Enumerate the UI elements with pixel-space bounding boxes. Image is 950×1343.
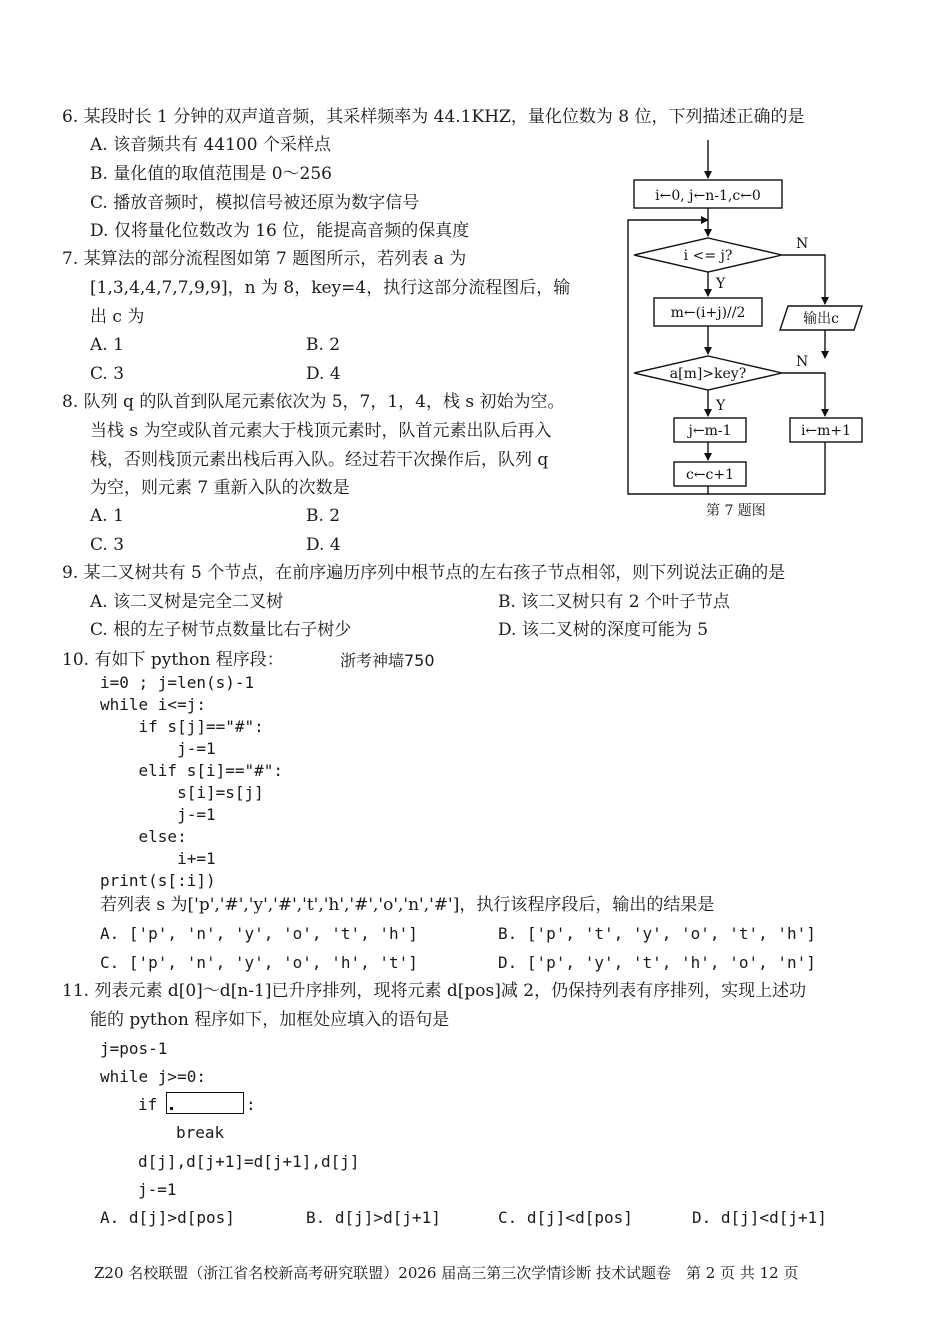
q10-code-line-8: else: (100, 827, 187, 846)
q8-option-a: A. 1 (90, 506, 124, 526)
q10-code-line-4: j-=1 (100, 739, 216, 758)
flow-cond2-text: a[m]>key? (669, 366, 747, 382)
q7-figure-caption: 第 7 题图 (706, 503, 766, 519)
q6-option-c: C. 播放音频时，模拟信号被还原为数字信号 (90, 193, 420, 213)
flow-cond2-no: N (796, 354, 809, 370)
q11-code-line-1: j=pos-1 (100, 1039, 168, 1058)
q11-answer-blank-box (166, 1092, 244, 1114)
q9-option-c: C. 根的左子树节点数量比右子树少 (90, 620, 352, 640)
q11-code-if-keyword: if (138, 1095, 158, 1114)
flow-count-text: c←c+1 (685, 467, 735, 483)
flow-cond1-yes: Y (716, 276, 726, 292)
q8-option-c: C. 3 (90, 535, 125, 555)
flow-cond1-text: i <= j? (683, 248, 733, 264)
q11-code-line-2: while j>=0: (100, 1067, 206, 1086)
q11-option-d: D. d[j]<d[j+1] (692, 1208, 827, 1227)
flow-output-text: 输出c (803, 311, 839, 327)
q11-option-a: A. d[j]>d[pos] (100, 1208, 235, 1227)
q11-code-if-colon: : (246, 1095, 256, 1114)
flow-right-assign-text: i←m+1 (800, 423, 852, 439)
flow-left-assign-text: j←m-1 (688, 423, 732, 439)
q6-option-d: D. 仅将量化位数改为 16 位，能提高音频的保真度 (90, 221, 470, 241)
q10-code-line-2: while i<=j: (100, 695, 206, 714)
q8-stem-line1: 8. 队列 q 的队首到队尾元素依次为 5，7，1，4，栈 s 初始为空。 (62, 392, 565, 412)
q10-code-line-7: j-=1 (100, 805, 216, 824)
flow-init-text: i←0, j←n-1,c←0 (655, 188, 761, 204)
q10-code-line-3: if s[j]=="#": (100, 717, 264, 736)
q10-option-c: C. ['p', 'n', 'y', 'o', 'h', 't'] (100, 953, 418, 972)
flow-mid-text: m←(i+j)//2 (670, 305, 746, 321)
q10-option-a: A. ['p', 'n', 'y', 'o', 't', 'h'] (100, 924, 418, 943)
q8-option-d: D. 4 (306, 535, 341, 555)
q8-option-b: B. 2 (306, 506, 341, 526)
q9-option-d: D. 该二叉树的深度可能为 5 (498, 620, 709, 640)
q11-option-c: C. d[j]<d[pos] (498, 1208, 633, 1227)
q8-stem-line4: 为空，则元素 7 重新入队的次数是 (90, 478, 350, 498)
q10-code-line-5: elif s[i]=="#": (100, 761, 284, 780)
q6-stem: 6. 某段时长 1 分钟的双声道音频，其采样频率为 44.1KHZ，量化位数为 8 位，下列描述正确的是 (62, 107, 805, 127)
q9-stem: 9. 某二叉树共有 5 个节点，在前序遍历序列中根节点的左右孩子节点相邻，则下列说法正确的是 (62, 563, 786, 583)
q10-code-line-1: i=0 ; j=len(s)-1 (100, 673, 255, 692)
q7-stem-line2: [1,3,4,4,7,7,9,9]，n 为 8，key=4，执行这部分流程图后，输 (90, 278, 571, 298)
q7-option-b: B. 2 (306, 335, 341, 355)
q7-flowchart (620, 140, 870, 500)
q10-question: 若列表 s 为['p','#','y','#','t','h','#','o','n','#']，执行该程序段后，输出的结果是 (100, 895, 715, 915)
q10-code-line-9: i+=1 (100, 849, 216, 868)
flow-cond1-no: N (796, 236, 809, 252)
q11-stem-line2: 能的 python 程序如下，加框处应填入的语句是 (90, 1010, 450, 1030)
watermark-text: 浙考神墙750 (340, 651, 435, 670)
flow-cond2-yes: Y (716, 398, 726, 414)
q6-option-a: A. 该音频共有 44100 个采样点 (90, 135, 331, 155)
q11-code-line-6: j-=1 (138, 1180, 177, 1199)
q7-option-d: D. 4 (306, 364, 341, 384)
q8-stem-line3: 栈，否则栈顶元素出栈后再入队。经过若干次操作后，队列 q (90, 450, 549, 470)
q10-option-d: D. ['p', 'y', 't', 'h', 'o', 'n'] (498, 953, 816, 972)
q7-stem-line1: 7. 某算法的部分流程图如第 7 题图所示，若列表 a 为 (62, 249, 467, 269)
q6-option-b: B. 量化值的取值范围是 0～256 (90, 164, 332, 184)
q7-option-c: C. 3 (90, 364, 125, 384)
q10-option-b: B. ['p', 't', 'y', 'o', 't', 'h'] (498, 924, 816, 943)
q8-stem-line2: 当栈 s 为空或队首元素大于栈顶元素时，队首元素出队后再入 (90, 421, 552, 441)
q10-code-line-10: print(s[:i]) (100, 871, 216, 890)
q10-stem: 10. 有如下 python 程序段： (62, 650, 284, 670)
q7-option-a: A. 1 (90, 335, 124, 355)
q9-option-b: B. 该二叉树只有 2 个叶子节点 (498, 592, 730, 612)
q11-option-b: B. d[j]>d[j+1] (306, 1208, 441, 1227)
q9-option-a: A. 该二叉树是完全二叉树 (90, 592, 284, 612)
q7-stem-line3: 出 c 为 (90, 307, 145, 327)
q11-code-line-5: d[j],d[j+1]=d[j+1],d[j] (138, 1152, 360, 1171)
page-footer: Z20 名校联盟（浙江省名校新高考研究联盟）2026 届高三第三次学情诊断 技术试题卷 第 2 页 共 12 页 (94, 1264, 799, 1282)
q11-stem-line1: 11. 列表元素 d[0]～d[n-1]已升序排列，现将元素 d[pos]减 2，仍保持列表有序排列，实现上述功 (62, 981, 807, 1001)
q11-code-line-4: break (176, 1123, 225, 1142)
q10-code-line-6: s[i]=s[j] (100, 783, 264, 802)
